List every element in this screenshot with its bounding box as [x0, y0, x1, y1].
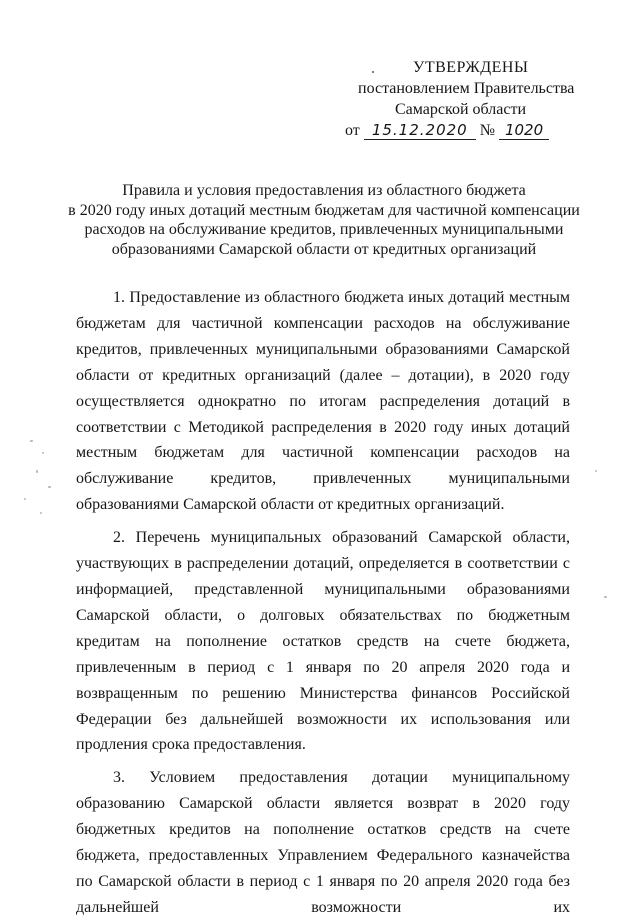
approval-line-2: Самарской области: [395, 101, 526, 118]
document-title: [60, 181, 588, 259]
approval-date-line: [345, 120, 575, 141]
handwritten-number: 1020: [499, 121, 549, 140]
document-body: [76, 285, 570, 921]
paragraph-1: 1. Предоставление из областного бюджета иных дотаций местным бюджетам для частичной компенсации расходов на обслуживание кредитов, привлеченных муниципальными образованиями Самарской области от кредитных организаций (далее – дотации), в 2020 году осуществляется однократно по итогам распределения дотаций в соответствии с Методикой распределения в 2020 году иных дотаций местным бюджетам для частичной компенсации расходов на обслуживание кредитов, привлеченных муниципальными образованиями Самарской области от кредитных организаций.: [76, 289, 570, 514]
scan-speck: [595, 470, 597, 472]
scan-speck: [36, 470, 38, 473]
scan-speck: [24, 498, 26, 500]
scan-speck: [604, 596, 607, 598]
scan-speck: [30, 440, 33, 442]
title-line: образованиями Самарской области от кредитных организаций: [111, 240, 537, 258]
scan-speck: [40, 512, 42, 514]
title-line: расходов на обслуживание кредитов, привлеченных муниципальными: [84, 221, 564, 238]
scan-mark: [372, 71, 374, 73]
number-prefix: №: [479, 122, 496, 139]
approval-line-1: постановлением Правительства: [358, 80, 575, 97]
date-prefix: от: [345, 122, 360, 139]
title-line: в 2020 году иных дотаций местным бюджетам для частичной компенсации: [68, 201, 580, 219]
handwritten-date: 15.12.2020: [364, 121, 476, 140]
paragraph-3: 3. Условием предоставления дотации муниципальному образованию Самарской области является возврат в 2020 году бюджетных кредитов на пополнение остатков средств на счете бюджета, предоставленных Управлением Федерального казначейства по Самарской области в период с 1 января по 20 апреля 2020 года без дальнейшей возможности их: [76, 769, 570, 916]
title-line: Правила и условия предоставления из областного бюджета: [122, 182, 526, 199]
paragraph-2: 2. Перечень муниципальных образований Самарской области, участвующих в распределении дотаций, определяется в соответствии с информацией, представленной муниципальными образованиями Самарской области, о долговых обязательствах по бюджетным кредитам на пополнение остатков средств на счете бюджета, привлеченным в период с 1 января по 20 апреля 2020 года и возвращенным по решению Министерства финансов Российской Федерации без дальнейшей возможности их использования или продления срока предоставления.: [76, 529, 570, 754]
scan-speck: [42, 452, 44, 454]
scan-speck: [48, 486, 51, 488]
approval-title: УТВЕРЖДЕНЫ: [413, 59, 529, 76]
